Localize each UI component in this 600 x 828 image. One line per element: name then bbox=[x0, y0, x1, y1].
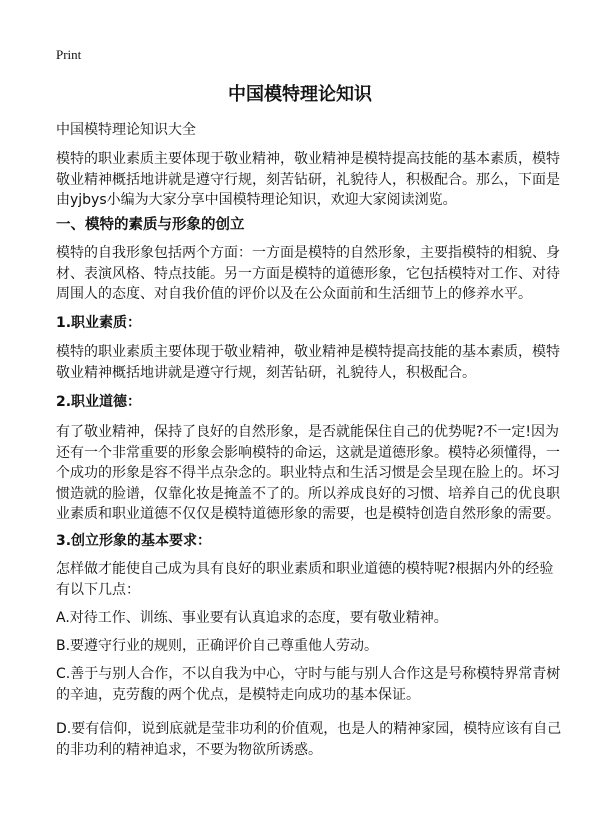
text-line: 由yjbys小编为大家分享中国模特理论知识，欢迎大家阅读浏览。 bbox=[56, 192, 457, 208]
list-item-d bbox=[56, 719, 561, 760]
paragraph-professional-quality bbox=[56, 342, 560, 383]
text-line: 材、表演风格、特点技能。另一方面是模特的道德形象，它包括模特对工作、对待 bbox=[56, 265, 560, 282]
paragraph-image-requirements bbox=[56, 559, 553, 600]
text-line: 敬业精神概括地讲就是遵守行规，刻苦钻研，礼貌待人，积极配合。那么，下面是 bbox=[56, 171, 560, 188]
text-line: C.善于与别人合作，不以自我为中心，守时与能与别人合作这是号称模特界常青树 bbox=[56, 666, 561, 682]
text-line: 有了敬业精神，保持了良好的自然形象，是否就能保住自己的优势呢?不一定!因为 bbox=[56, 424, 560, 440]
text-line: B.要遵守行业的规则，正确评价自己尊重他人劳动。 bbox=[56, 638, 379, 654]
intro-paragraph bbox=[56, 149, 560, 211]
print-label: Print bbox=[56, 47, 82, 62]
text-line: 模特的职业素质主要体现于敬业精神，敬业精神是模特提高技能的基本素质，模特 bbox=[56, 151, 560, 167]
text-line: 有以下几点： bbox=[56, 581, 140, 598]
text-line: 业素质和职业道德不仅仅是模特道德形象的需要，也是模特创造自然形象的需要。 bbox=[56, 506, 560, 522]
text-line: 个成功的形象是容不得半点杂念的。职业特点和生活习惯是会呈现在脸上的。坏习 bbox=[56, 465, 560, 481]
heading-image-requirements: 3.创立形象的基本要求： bbox=[56, 533, 212, 549]
subtitle: 中国模特理论知识大全 bbox=[56, 122, 196, 138]
text-line: A.对待工作、训练、事业要有认真追求的态度，要有敬业精神。 bbox=[56, 610, 448, 626]
text-line: D.要有信仰，说到底就是莹非功利的价值观，也是人的精神家园，模特应该有自己 bbox=[56, 721, 562, 737]
section1-paragraph bbox=[56, 243, 560, 305]
text-line: 敬业精神概括地讲就是遵守行规，刻苦钻研，礼貌待人，积极配合。 bbox=[56, 364, 476, 381]
section1-heading: 一、模特的素质与形象的创立 bbox=[56, 217, 245, 233]
text-line: 周围人的态度、对自我价值的评价以及在公众面前和生活细节上的修养水平。 bbox=[56, 286, 532, 302]
text-line: 怎样做才能使自己成为具有良好的职业素质和职业道德的模特呢?根据内外的经验 bbox=[56, 561, 554, 577]
list-item-a bbox=[56, 608, 448, 629]
text-line: 模特的职业素质主要体现于敬业精神，敬业精神是模特提高技能的基本素质，模特 bbox=[56, 344, 560, 360]
text-line: 还有一个非常重要的形象会影响模特的命运，这就是道德形象。模特必须懂得，一 bbox=[56, 444, 560, 461]
text-line: 的非功利的精神追求，不要为物欲所诱惑。 bbox=[56, 741, 322, 758]
list-item-c bbox=[56, 664, 560, 705]
text-line: 的辛迪，克劳馥的两个优点，是模特走向成功的基本保证。 bbox=[56, 686, 420, 703]
text-line: 模特的自我形象包括两个方面：一方面是模特的自然形象，主要指模特的相貌、身 bbox=[56, 245, 560, 261]
heading-professional-quality: 1.职业素质： bbox=[56, 315, 142, 331]
text-line: 惯造就的脸谱，仅靠化妆是掩盖不了的。所以养成良好的习惯、培养自己的优良职 bbox=[56, 485, 560, 502]
heading-professional-ethics: 2.职业道德： bbox=[56, 394, 142, 410]
page-title: 中国模特理论知识 bbox=[228, 84, 372, 105]
paragraph-professional-ethics bbox=[56, 422, 560, 525]
list-item-b bbox=[56, 636, 378, 657]
